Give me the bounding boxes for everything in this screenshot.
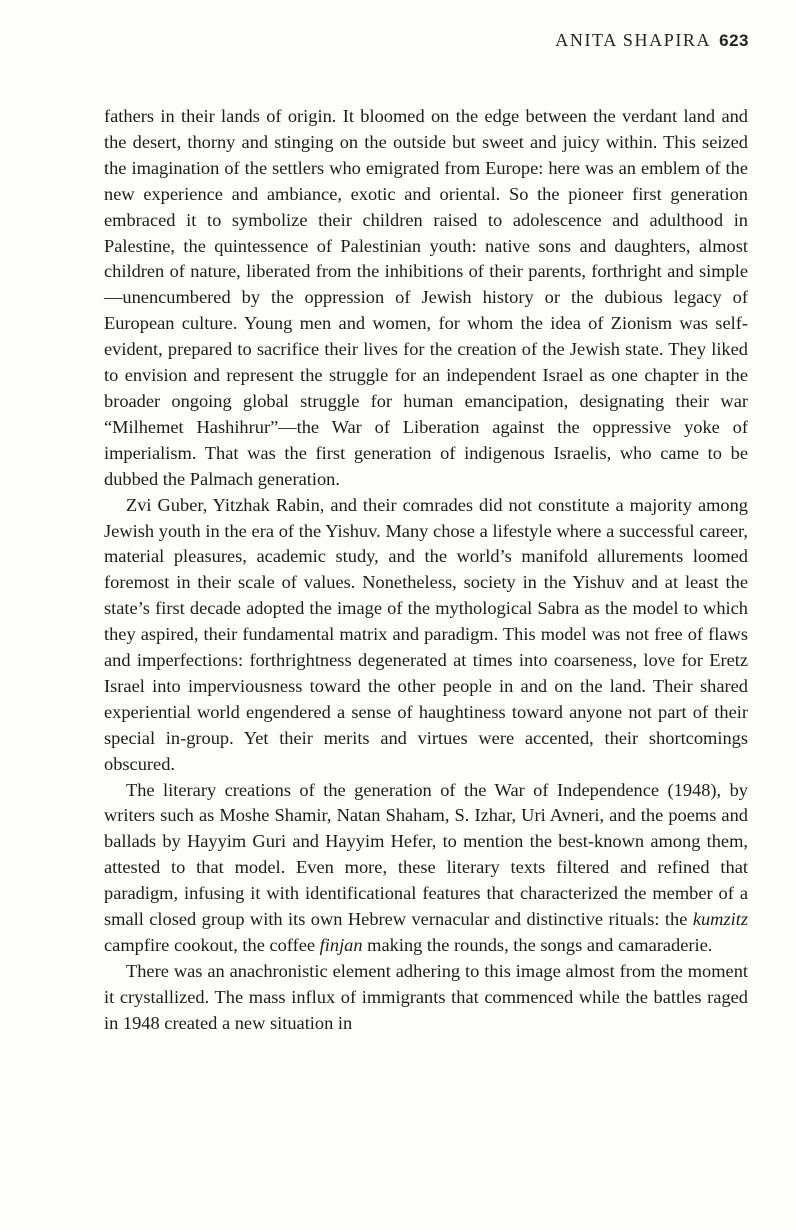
paragraph-2-text: Zvi Guber, Yitzhak Rabin, and their comrades did not constitute a majority among Jewish youth in the era of the Yishuv. Many chose a lifestyle where a successful career, material pleasures, academic study, and the world’s manifold allurements loomed foremost in their scale of values. Nonetheless, society in the Yishuv and at least the state’s first decade adopted the image of the mythological Sabra as the model to which they aspired, their fundamental matrix and paradigm. This model was not free of flaws and imperfections: forthrightness degenerated at times into coarseness, love for Eretz Israel into imperviousness toward the other people in and on the land. Their shared experiential world engendered a sense of haughtiness toward anyone not part of their special in-group. Yet their merits and virtues were accented, their shortcomings obscured. — [104, 494, 748, 774]
paragraph-1 — [104, 104, 748, 493]
paragraph-3-text-a: The literary creations of the generation of the War of Independence (1948), by writers such as Moshe Shamir, Natan Shaham, S. Izhar, Uri Avneri, and the poems and ballads by Hayyim Guri and Hayyim Hefer, to mention the best-known among them, attested to that model. Even more, these literary texts filtered and refined that paradigm, infusing it with identificational features that characterized the member of a small closed group with its own Hebrew vernacular and distinctive rituals: the — [104, 779, 748, 930]
paragraph-1-text: fathers in their lands of origin. It bloomed on the edge between the verdant land and the desert, thorny and stinging on the outside but sweet and juicy within. This seized the imagination of the settlers who emigrated from Europe: here was an emblem of the new experience and ambiance, exotic and oriental. So the pioneer first generation embraced it to symbolize their children raised to adolescence and adulthood in Palestine, the quintessence of Palestinian youth: native sons and daughters, almost children of nature, liberated from the inhibitions of their parents, forthright and simple—unencumbered by the oppression of Jewish history or the dubious legacy of European culture. Young men and women, for whom the idea of Zionism was self-evident, prepared to sacrifice their lives for the creation of the Jewish state. They liked to envision and represent the struggle for an independent Israel as one chapter in the broader ongoing global struggle for human emancipation, designating their war “Milhemet Hashihrur”—the War of Liberation against the oppressive yoke of imperialism. That was the first generation of indigenous Israelis, who came to be dubbed the Palmach generation. — [104, 106, 748, 489]
paragraph-2 — [104, 493, 748, 778]
paragraph-3-text-b: campfire cookout, the coffee — [104, 935, 320, 955]
paragraph-4-text: There was an anachronistic element adhering to this image almost from the moment it crystallized. The mass influx of immigrants that commenced while the battles raged in 1948 created a new situation in — [104, 960, 748, 1033]
paragraph-3-text-c: making the rounds, the songs and camaraderie. — [362, 935, 713, 955]
page-number: 623 — [719, 31, 749, 50]
paragraph-3 — [104, 778, 748, 959]
running-head-author: ANITA SHAPIRA — [555, 30, 712, 50]
paragraph-4 — [104, 959, 748, 1037]
term-finjan: finjan — [319, 935, 363, 955]
term-kumzitz: kumzitz — [692, 909, 748, 930]
body-text — [104, 104, 748, 1037]
running-head — [555, 30, 749, 51]
